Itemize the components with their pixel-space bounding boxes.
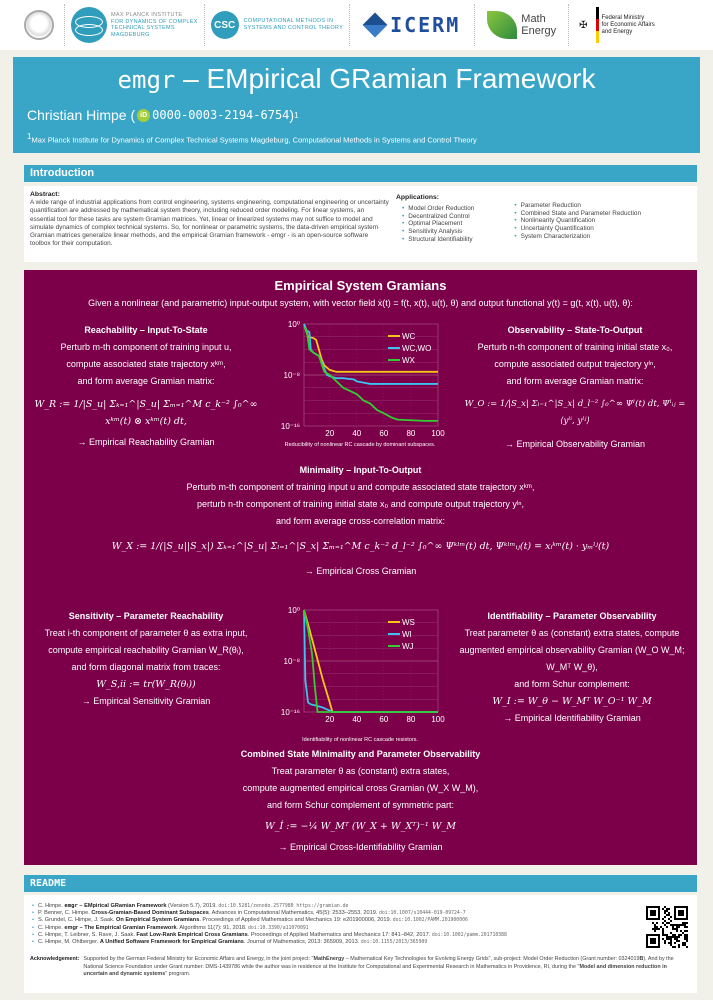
qr-module <box>678 936 680 938</box>
qr-module <box>684 944 686 946</box>
reference-title: Fast Low-Rank Empirical Cross Gramians <box>136 931 248 938</box>
gramians-title: Empirical System Gramians <box>274 278 447 293</box>
qr-module <box>656 926 658 928</box>
identifiability-result: → Empirical Identifiability Gramian <box>503 713 641 723</box>
mpi-logo-text: FOR DYNAMICS OF COMPLEX <box>111 18 198 25</box>
application-item: • System Characterization <box>514 233 641 241</box>
reachability-result: → Empirical Reachability Gramian <box>77 437 215 447</box>
abstract <box>30 191 390 248</box>
qr-module <box>686 922 688 924</box>
qr-module <box>684 936 686 938</box>
qr-finder <box>678 910 684 916</box>
x-tick-label: 20 <box>325 715 335 724</box>
author-paren: ) <box>289 107 295 123</box>
abstract-text: A wide range of industrial applications from control engineering, systems engineering, computational engineering or uncertainty quantification are addressed by mathematical system theory, including reduced order modeling. For linear systems, an essential tool for these tasks are system Gramian matrices. Yet, linear or linearized systems may not suffice to model and simulate dynamics of complex technical systems. So, for nonlinear or parametric systems, the data-driven empirical system Gramian matrices generalize linear methods, and the empirical Gramian framework - emgr - is an open-source software toolbox for their computation. <box>30 199 389 248</box>
qr-module <box>662 930 664 932</box>
title-text: – EMpirical GRamian Framework <box>175 63 596 94</box>
qr-module <box>666 922 668 924</box>
qr-module <box>664 934 666 936</box>
identifiability-chart <box>272 604 452 731</box>
application-item: • Sensitivity Analysis <box>402 228 474 236</box>
reference-item <box>32 910 507 917</box>
qr-module <box>678 926 680 928</box>
qr-module <box>672 934 674 936</box>
qr-module <box>670 944 672 946</box>
qr-module <box>686 938 688 940</box>
identifiability-chart-svg <box>272 604 452 726</box>
combined-text: compute augmented empirical cross Gramian (W_X W_M), <box>242 783 479 793</box>
bmwi-logo-text: Federal Ministry <box>601 14 645 21</box>
qr-module <box>684 922 686 924</box>
mpi-logo-text: TECHNICAL SYSTEMS <box>111 25 175 31</box>
qr-module <box>674 946 676 948</box>
reference-title: – EMpirical GRamian Framework <box>77 903 167 909</box>
qr-module <box>662 918 664 920</box>
x-tick-label: 100 <box>431 429 445 438</box>
application-item: • Nonlinearity Quantification <box>514 217 641 225</box>
german-flag-icon <box>596 7 599 43</box>
x-tick-label: 60 <box>379 429 389 438</box>
sensitivity-result: → Empirical Sensitivity Gramian <box>81 696 211 706</box>
introduction-box <box>24 186 697 262</box>
combined-result: → Empirical Cross-Identifiability Gramian <box>278 842 443 852</box>
qr-module <box>672 936 674 938</box>
mathenergy-logo-text: Math <box>521 13 546 25</box>
qr-module <box>660 926 662 928</box>
reference-list <box>32 903 507 946</box>
qr-module <box>664 916 666 918</box>
reference-source: (Version 5.7), 2019. <box>166 903 219 909</box>
qr-module <box>668 936 670 938</box>
reference-source: . Proceedings of Applied Mathematics and Mechanics 17: 841–842, 2017. <box>247 931 432 938</box>
reference-doi[interactable]: doi:10.1155/2013/365909 <box>360 940 428 946</box>
csc-badge-icon: CSC <box>211 11 239 39</box>
reference-title-mono: emgr <box>64 903 78 909</box>
qr-module <box>674 928 676 930</box>
combined-heading: Combined State Minimality and Parameter Observability <box>240 749 481 759</box>
qr-module <box>668 942 670 944</box>
qr-module <box>684 942 686 944</box>
qr-module <box>672 946 674 948</box>
qr-module <box>654 930 656 932</box>
minimality-text: perturb n-th component of training initial state x₀ and compute output trajectory yˡⁿ, <box>196 499 525 509</box>
qr-module <box>680 930 682 932</box>
reachability-formula: W_R := 1/|S_u| Σₖ₌₁^|S_u| Σₘ₌₁^M c_k⁻² ∫₀^∞ xᵏᵐ(t) ⊗ xᵏᵐ(t) dt, <box>34 399 258 427</box>
reference-authors: C. Himpe. <box>37 903 65 909</box>
reference-source: . Proceedings of Applied Mathematics and Mechanics 19: e201900006, 2019. <box>199 917 393 924</box>
ack-bold: Model and dimension reduction in uncertain and dynamic systems <box>83 963 667 977</box>
reference-authors: S. Grundel, C. Himpe, J. Saak. <box>37 917 116 924</box>
combined-block <box>184 746 537 856</box>
qr-module <box>674 942 676 944</box>
x-tick-label: 40 <box>352 715 362 724</box>
abstract-label: Abstract: <box>30 191 60 198</box>
series-line-w-x <box>304 327 438 421</box>
readme-box <box>24 895 697 993</box>
qr-module <box>664 906 666 908</box>
identifiability-text: and form Schur complement: <box>514 679 630 689</box>
qr-module <box>678 944 680 946</box>
qr-module <box>674 936 676 938</box>
qr-module <box>686 936 688 938</box>
mathenergy-logo-text: Energy <box>521 25 557 37</box>
reference-doi[interactable]: doi:10.1002/pamm.201710388 <box>431 932 507 938</box>
author-name: Christian Himpe ( <box>27 107 136 123</box>
logo-bar <box>0 0 713 50</box>
qr-module <box>686 940 688 942</box>
observability-heading: Observability – State-To-Output <box>507 325 643 335</box>
icerm-logo <box>350 4 475 46</box>
application-item: • Uncertainty Quantification <box>514 225 641 233</box>
mpi-wave-icon <box>71 7 107 43</box>
application-item: • Structural Identifiability <box>402 236 474 244</box>
y-tick-label: 10⁰ <box>287 320 300 329</box>
mpi-logo-text: MAGDEBURG <box>111 31 150 38</box>
x-tick-label: 80 <box>406 715 416 724</box>
qr-module <box>664 940 666 942</box>
observability-result: → Empirical Observability Gramian <box>504 439 646 449</box>
qr-module <box>680 934 682 936</box>
reference-item <box>32 925 507 932</box>
qr-module <box>674 924 676 926</box>
sensitivity-text: compute empirical reachability Gramian W_R(θᵢ), <box>48 645 244 655</box>
qr-module <box>682 924 684 926</box>
reference-title: Cross-Gramian-Based Dominant Subspaces <box>91 910 209 917</box>
qr-module <box>664 910 666 912</box>
qr-module <box>676 938 678 940</box>
reference-source: . Algorithms 11(7): 91, 2018. <box>176 924 249 931</box>
ack-text: Supported by the German Federal Ministry for Economic Affairs and Energy, in the joint project: " <box>83 956 314 962</box>
reachability-text: and form average Gramian matrix: <box>77 376 215 386</box>
qr-finder <box>650 938 656 944</box>
qr-module <box>676 930 678 932</box>
qr-module <box>676 928 678 930</box>
reference-source: . Journal of Mathematics, 2013: 365909, 2013. <box>243 939 361 946</box>
minimality-text: and form average cross-correlation matrix: <box>275 516 446 526</box>
reference-doi[interactable]: doi:10.5281/zenodo.2577980 https://gramian.de <box>218 904 349 909</box>
reference-item <box>32 903 507 910</box>
ack-text: – Mathematical Key Technologies for Evolving Energy Grids", sub-project: Model Order Reduction (Grant number: 0324019 <box>344 956 640 962</box>
x-tick-label: 60 <box>379 715 389 724</box>
qr-module <box>672 926 674 928</box>
observability-text: Perturb n-th component of training initial state x₀, <box>477 342 673 352</box>
qr-module <box>666 926 668 928</box>
qr-module <box>666 910 668 912</box>
acknowledgement-label: Acknowledgement: <box>30 956 80 962</box>
y-tick-label: 10⁻¹⁶ <box>280 708 300 717</box>
qr-module <box>684 938 686 940</box>
observability-block <box>457 322 693 453</box>
reference-doi[interactable]: doi:10.1002/PAMM.201900006 <box>392 918 468 924</box>
qr-module <box>678 924 680 926</box>
minimality-text: Perturb m-th component of training input u and compute associated state trajectory xᵏᵐ, <box>186 482 535 492</box>
qr-module <box>670 942 672 944</box>
qr-module <box>666 938 668 940</box>
author-line <box>27 107 299 123</box>
qr-module <box>652 922 654 924</box>
application-item: • Model Order Reduction <box>402 205 474 213</box>
reference-authors: P. Benner, C. Himpe. <box>37 910 92 917</box>
qr-module <box>686 926 688 928</box>
combined-text: Treat parameter θ as (constant) extra states, <box>271 766 450 776</box>
sensitivity-heading: Sensitivity – Parameter Reachability <box>68 611 224 621</box>
author-affil-marker: 1 <box>294 110 299 120</box>
minerva-seal-icon <box>24 10 54 40</box>
poster-title <box>13 63 700 95</box>
applications-list-2 <box>514 202 641 244</box>
application-item: • Decentralized Control <box>402 213 474 221</box>
reference-item <box>32 939 507 946</box>
qr-module <box>664 942 666 944</box>
qr-module <box>662 938 664 940</box>
reachability-text: Perturb m-th component of training input u, <box>60 342 232 352</box>
application-item: • Optimal Placement <box>402 220 474 228</box>
qr-module <box>686 946 688 948</box>
qr-module <box>684 924 686 926</box>
qr-module <box>672 924 674 926</box>
readme-header: README <box>24 875 697 892</box>
mathenergy-logo <box>475 4 569 46</box>
qr-module <box>684 934 686 936</box>
x-tick-label: 20 <box>325 429 335 438</box>
qr-module <box>662 932 664 934</box>
affiliation <box>27 132 477 145</box>
qr-module <box>668 922 670 924</box>
qr-module <box>676 940 678 942</box>
qr-module <box>654 926 656 928</box>
qr-module <box>670 924 672 926</box>
minimality-heading: Minimality – Input-To-Output <box>299 465 422 475</box>
icerm-logo-text: ICERM <box>390 13 461 37</box>
observability-text: and form average Gramian matrix: <box>506 376 644 386</box>
affiliation-text: Max Planck Institute for Dynamics of Complex Technical Systems Magdeburg, Computational Methods in Systems and Control Theory <box>31 135 477 145</box>
reference-title: A Unified Software Framework for Empirical Gramians <box>99 939 244 946</box>
ack-text: " program. <box>165 971 191 977</box>
bmwi-logo-text: and Energy <box>601 28 633 35</box>
bmwi-logo-text: for Economic Affairs <box>601 21 655 28</box>
identifiability-text: augmented empirical observability Gramian (W_O W_M; W_Mᵀ W_θ), <box>459 645 685 672</box>
reference-title: On Empirical System Gramians <box>116 917 200 924</box>
qr-module <box>662 922 664 924</box>
qr-module <box>678 934 680 936</box>
federal-eagle-icon: ✠ <box>579 19 588 31</box>
introduction-header: Introduction <box>24 165 697 182</box>
minimality-block <box>84 462 637 580</box>
y-tick-label: 10⁻¹⁶ <box>280 422 300 431</box>
ack-text: ). And by the National Science Foundation under Grant number: DMS-1439786 while the author was in residence at the Institute for Computational and Experimental Research in Mathematics in Providence, RI, during the " <box>83 956 674 970</box>
ack-bold: B <box>639 956 644 962</box>
qr-module <box>686 930 688 932</box>
observability-formula: W_O := 1/|S_x| Σₗ₌₁^|S_x| d_l⁻² ∫₀^∞ Ψˡ(t) dt, Ψˡᵢⱼ = ⟨yˡⁱ, yˡʲ⟩ <box>464 399 686 426</box>
legend-label: WC,WO <box>402 344 432 353</box>
qr-module <box>670 936 672 938</box>
identifiability-chart-caption: Identifiability of nonlinear RC cascade resistors. <box>302 737 418 743</box>
qr-module <box>666 936 668 938</box>
qr-module <box>666 908 668 910</box>
y-tick-label: 10⁻⁸ <box>283 657 300 666</box>
qr-module <box>664 912 666 914</box>
sensitivity-formula: W_S,ii := tr(W_R(θᵢ)) <box>96 679 196 690</box>
qr-module <box>682 944 684 946</box>
qr-module <box>668 908 670 910</box>
qr-module <box>670 920 672 922</box>
reference-title: emgr – The Empirical Gramian Framework <box>64 924 177 931</box>
qr-module <box>668 938 670 940</box>
qr-module <box>662 928 664 930</box>
x-tick-label: 100 <box>431 715 445 724</box>
qr-module <box>676 936 678 938</box>
qr-module <box>662 934 664 936</box>
reducibility-chart-svg <box>272 318 452 440</box>
mpi-logo-text: MAX PLANCK INSTITUTE <box>111 12 183 18</box>
gramians-panel <box>24 270 697 865</box>
qr-module <box>664 924 666 926</box>
y-tick-label: 10⁰ <box>287 606 300 615</box>
qr-module <box>662 908 664 910</box>
qr-module <box>678 946 680 948</box>
reference-authors: C. Himpe, M. Ohlberger. <box>37 939 100 946</box>
qr-module <box>652 928 654 930</box>
identifiability-heading: Identifiability – Parameter Observability <box>487 611 657 621</box>
qr-module <box>670 916 672 918</box>
qr-module <box>654 928 656 930</box>
legend-label: WC <box>402 332 416 341</box>
legend-label: WI <box>402 630 412 639</box>
qr-module <box>654 924 656 926</box>
title-banner <box>13 57 700 153</box>
csc-logo <box>205 4 350 46</box>
csc-logo-text: SYSTEMS AND CONTROL THEORY <box>243 25 344 31</box>
legend-label: WX <box>402 356 415 365</box>
bmwi-logo <box>569 4 661 46</box>
x-tick-label: 40 <box>352 429 362 438</box>
qr-module <box>668 912 670 914</box>
qr-module <box>668 914 670 916</box>
qr-module <box>670 932 672 934</box>
reference-doi[interactable]: doi:10.3390/a11070091 <box>248 925 309 931</box>
application-item: • Parameter Reduction <box>514 202 641 210</box>
qr-module <box>670 938 672 940</box>
qr-module <box>672 928 674 930</box>
qr-finder <box>650 910 656 916</box>
qr-module <box>670 940 672 942</box>
reference-source: . Advances in Computational Mathematics, 45(5): 2533–2553, 2019. <box>208 910 379 917</box>
qr-module <box>682 922 684 924</box>
qr-module <box>664 920 666 922</box>
qr-module <box>656 922 658 924</box>
combined-text: and form Schur complement of symmetric part: <box>266 800 455 810</box>
qr-module <box>666 914 668 916</box>
identifiability-formula: W_I := W_θ − W_Mᵀ W_O⁻¹ W_M <box>492 696 652 707</box>
icerm-cube-icon <box>363 13 388 38</box>
qr-module <box>684 930 686 932</box>
acknowledgement-text <box>83 956 690 979</box>
affil-marker: 1 <box>27 132 32 141</box>
qr-module <box>676 926 678 928</box>
x-tick-label: 80 <box>406 429 416 438</box>
qr-module <box>678 940 680 942</box>
reducibility-chart-caption: Reducibility of nonlinear RC cascade by dominant subspaces. <box>284 442 436 448</box>
reachability-block <box>30 322 262 451</box>
gramians-intro: Given a nonlinear (and parametric) input-output system, with vector field ẋ(t) = f(t, x(t), u(t), θ) and output functional y(t) = g(t, x(t), u(t), θ): <box>88 298 633 308</box>
reducibility-chart <box>272 318 452 445</box>
orcid-icon: iD <box>137 109 150 122</box>
qr-module <box>666 934 668 936</box>
qr-module <box>658 928 660 930</box>
max-planck-society-logo <box>0 4 65 46</box>
identifiability-text: Treat parameter θ as (constant) extra states, compute <box>464 628 680 638</box>
title-software-name: emgr <box>117 66 176 94</box>
qr-module <box>676 924 678 926</box>
qr-code-icon[interactable] <box>646 906 688 948</box>
qr-module <box>674 938 676 940</box>
reference-authors: C. Himpe. <box>37 924 65 931</box>
sensitivity-text: and form diagonal matrix from traces: <box>71 662 221 672</box>
combined-formula: W_İ := −¼ W_Mᵀ (W_X + W_Xᵀ)⁻¹ W_M <box>265 821 456 832</box>
minimality-result: → Empirical Cross Gramian <box>304 566 417 576</box>
qr-module <box>686 934 688 936</box>
identifiability-block <box>447 608 697 727</box>
legend-label: WS <box>402 618 415 627</box>
observability-text: compute associated output trajectory yˡⁿ, <box>494 359 656 369</box>
qr-module <box>682 942 684 944</box>
application-item: • Combined State and Parameter Reduction <box>514 210 641 218</box>
sensitivity-block <box>30 608 262 710</box>
qr-module <box>674 934 676 936</box>
reference-item <box>32 932 507 939</box>
reference-doi[interactable]: doi:10.1007/s10444-019-09724-7 <box>378 911 466 917</box>
reference-item <box>32 917 507 924</box>
applications <box>396 194 641 244</box>
acknowledgement <box>30 956 690 979</box>
qr-module <box>668 918 670 920</box>
applications-list-1 <box>402 205 474 244</box>
reachability-text: compute associated state trajectory xᵏᵐ, <box>66 359 226 369</box>
qr-module <box>680 924 682 926</box>
applications-label: Applications: <box>396 194 440 201</box>
minimality-formula: W_X := 1/(|S_u||S_x|) Σₖ₌₁^|S_u| Σₗ₌₁^|S_x| Σₘ₌₁^M c_k⁻² d_l⁻² ∫₀^∞ Ψᵏˡᵐ(t) dt, Ψᵏˡᵐᵢⱼ(t) = xᵢᵏᵐ(t) · yₘˡʲ(t) <box>111 541 610 552</box>
reachability-heading: Reachability – Input-To-State <box>84 325 208 335</box>
y-tick-label: 10⁻⁸ <box>283 371 300 380</box>
qr-module <box>682 932 684 934</box>
csc-logo-text: COMPUTATIONAL METHODS IN <box>243 18 334 24</box>
mathenergy-leaf-icon <box>487 11 517 39</box>
sensitivity-text: Treat i-th component of parameter θ as extra input, <box>44 628 248 638</box>
qr-module <box>656 928 658 930</box>
reference-authors: C. Himpe, T. Leibner, S. Rave, J. Saak. <box>37 931 137 938</box>
mpi-magdeburg-logo <box>65 4 205 46</box>
orcid-id[interactable]: 0000-0003-2194-6754 <box>152 108 290 122</box>
qr-module <box>684 926 686 928</box>
ack-bold: MathEnergy <box>313 956 345 962</box>
legend-label: WJ <box>402 642 414 651</box>
